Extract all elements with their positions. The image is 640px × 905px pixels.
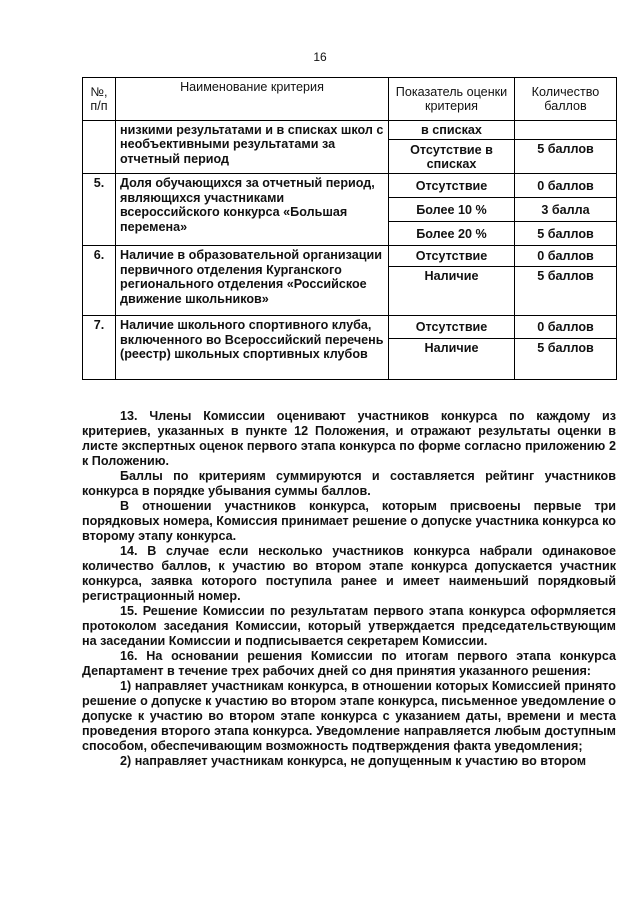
header-indicator: Показатель оценки критерия <box>389 78 515 121</box>
row-num: 5. <box>83 174 116 246</box>
table-row <box>83 174 617 198</box>
table-header-row <box>83 78 617 121</box>
criterion-name: низкими результатами и в списках школ с необъективными результатами за отчетный период <box>116 121 389 174</box>
table-row <box>83 246 617 267</box>
indicator-cell: Более 20 % <box>389 222 515 246</box>
indicator-cell: Более 10 % <box>389 198 515 222</box>
paragraph-14: 14. В случае если несколько участников конкурса набрали одинаковое количество баллов, к участию во втором этапе конкурса допускается участник конкурса, заявка которого поступила ранее и имеет наименьший порядковый регистрационный номер. <box>82 544 616 603</box>
paragraph-13: 13. Члены Комиссии оценивают участников конкурса по каждому из критериев, указанных в пункте 12 Положения, и отражают результаты оценки в листе экспертных оценок первого этапа конкурса по форме согласно приложению 2 к Положению. <box>82 409 616 468</box>
paragraph-15: 15. Решение Комиссии по результатам первого этапа конкурса оформляется протоколом заседания Комиссии, который утверждается председательствующим на заседании Комиссии и подписывается секретарем Комиссии. <box>82 604 616 648</box>
paragraph-scores-summed: Баллы по критериям суммируются и составляется рейтинг участников конкурса в порядке убывания суммы баллов. <box>82 469 616 498</box>
row-num <box>83 121 116 174</box>
indicator-cell: Отсутствие <box>389 316 515 339</box>
header-points: Количество баллов <box>515 78 617 121</box>
table-row <box>83 316 617 339</box>
points-cell: 0 баллов <box>515 174 617 198</box>
table-row <box>83 121 617 140</box>
paragraph-16: 16. На основании решения Комиссии по итогам первого этапа конкурса Департамент в течение трех рабочих дней со дня принятия указанного решения: <box>82 649 616 678</box>
criteria-table <box>82 77 617 380</box>
criterion-name: Наличие школьного спортивного клуба, включенного во Всероссийский перечень (реестр) школьных спортивных клубов <box>116 316 389 380</box>
indicator-cell: Наличие <box>389 339 515 380</box>
row-num: 7. <box>83 316 116 380</box>
indicator-cell: Отсутствие <box>389 174 515 198</box>
paragraph-16-item-1: 1) направляет участникам конкурса, в отношении которых Комиссией принято решение о допуске к участию во втором этапе конкурса, письменное уведомление о допуске к участию во втором этапе конкурса с указанием даты, времени и места проведения второго этапа конкурса. Уведомление направляется любым доступным способом, обеспечивающим возможность подтверждения факта уведомления; <box>82 679 616 753</box>
header-num: №, п/п <box>83 78 116 121</box>
criterion-name: Наличие в образовательной организации первичного отделения Курганского регионального отделения «Российское движение школьников» <box>116 246 389 316</box>
paragraph-16-item-2: 2) направляет участникам конкурса, не допущенным к участию во втором <box>120 754 587 768</box>
header-name: Наименование критерия <box>116 78 389 121</box>
points-cell: 5 баллов <box>515 140 617 174</box>
points-cell <box>515 121 617 140</box>
points-cell: 5 баллов <box>515 339 617 380</box>
indicator-cell: Отсутствие <box>389 246 515 267</box>
points-cell: 3 балла <box>515 198 617 222</box>
points-cell: 0 баллов <box>515 246 617 267</box>
points-cell: 0 баллов <box>515 316 617 339</box>
row-num: 6. <box>83 246 116 316</box>
paragraph-top-three: В отношении участников конкурса, которым присвоены первые три порядковых номера, Комиссия принимает решение о допуске участника конкурса ко второму этапу конкурса. <box>82 499 616 543</box>
body-text <box>82 409 616 769</box>
page-number: 16 <box>313 50 327 64</box>
points-cell: 5 баллов <box>515 267 617 316</box>
indicator-cell: Отсутствие в списках <box>389 140 515 174</box>
points-cell: 5 баллов <box>515 222 617 246</box>
indicator-cell: в списках <box>389 121 515 140</box>
criterion-name: Доля обучающихся за отчетный период, являющихся участниками всероссийского конкурса «Большая перемена» <box>116 174 389 246</box>
indicator-cell: Наличие <box>389 267 515 316</box>
